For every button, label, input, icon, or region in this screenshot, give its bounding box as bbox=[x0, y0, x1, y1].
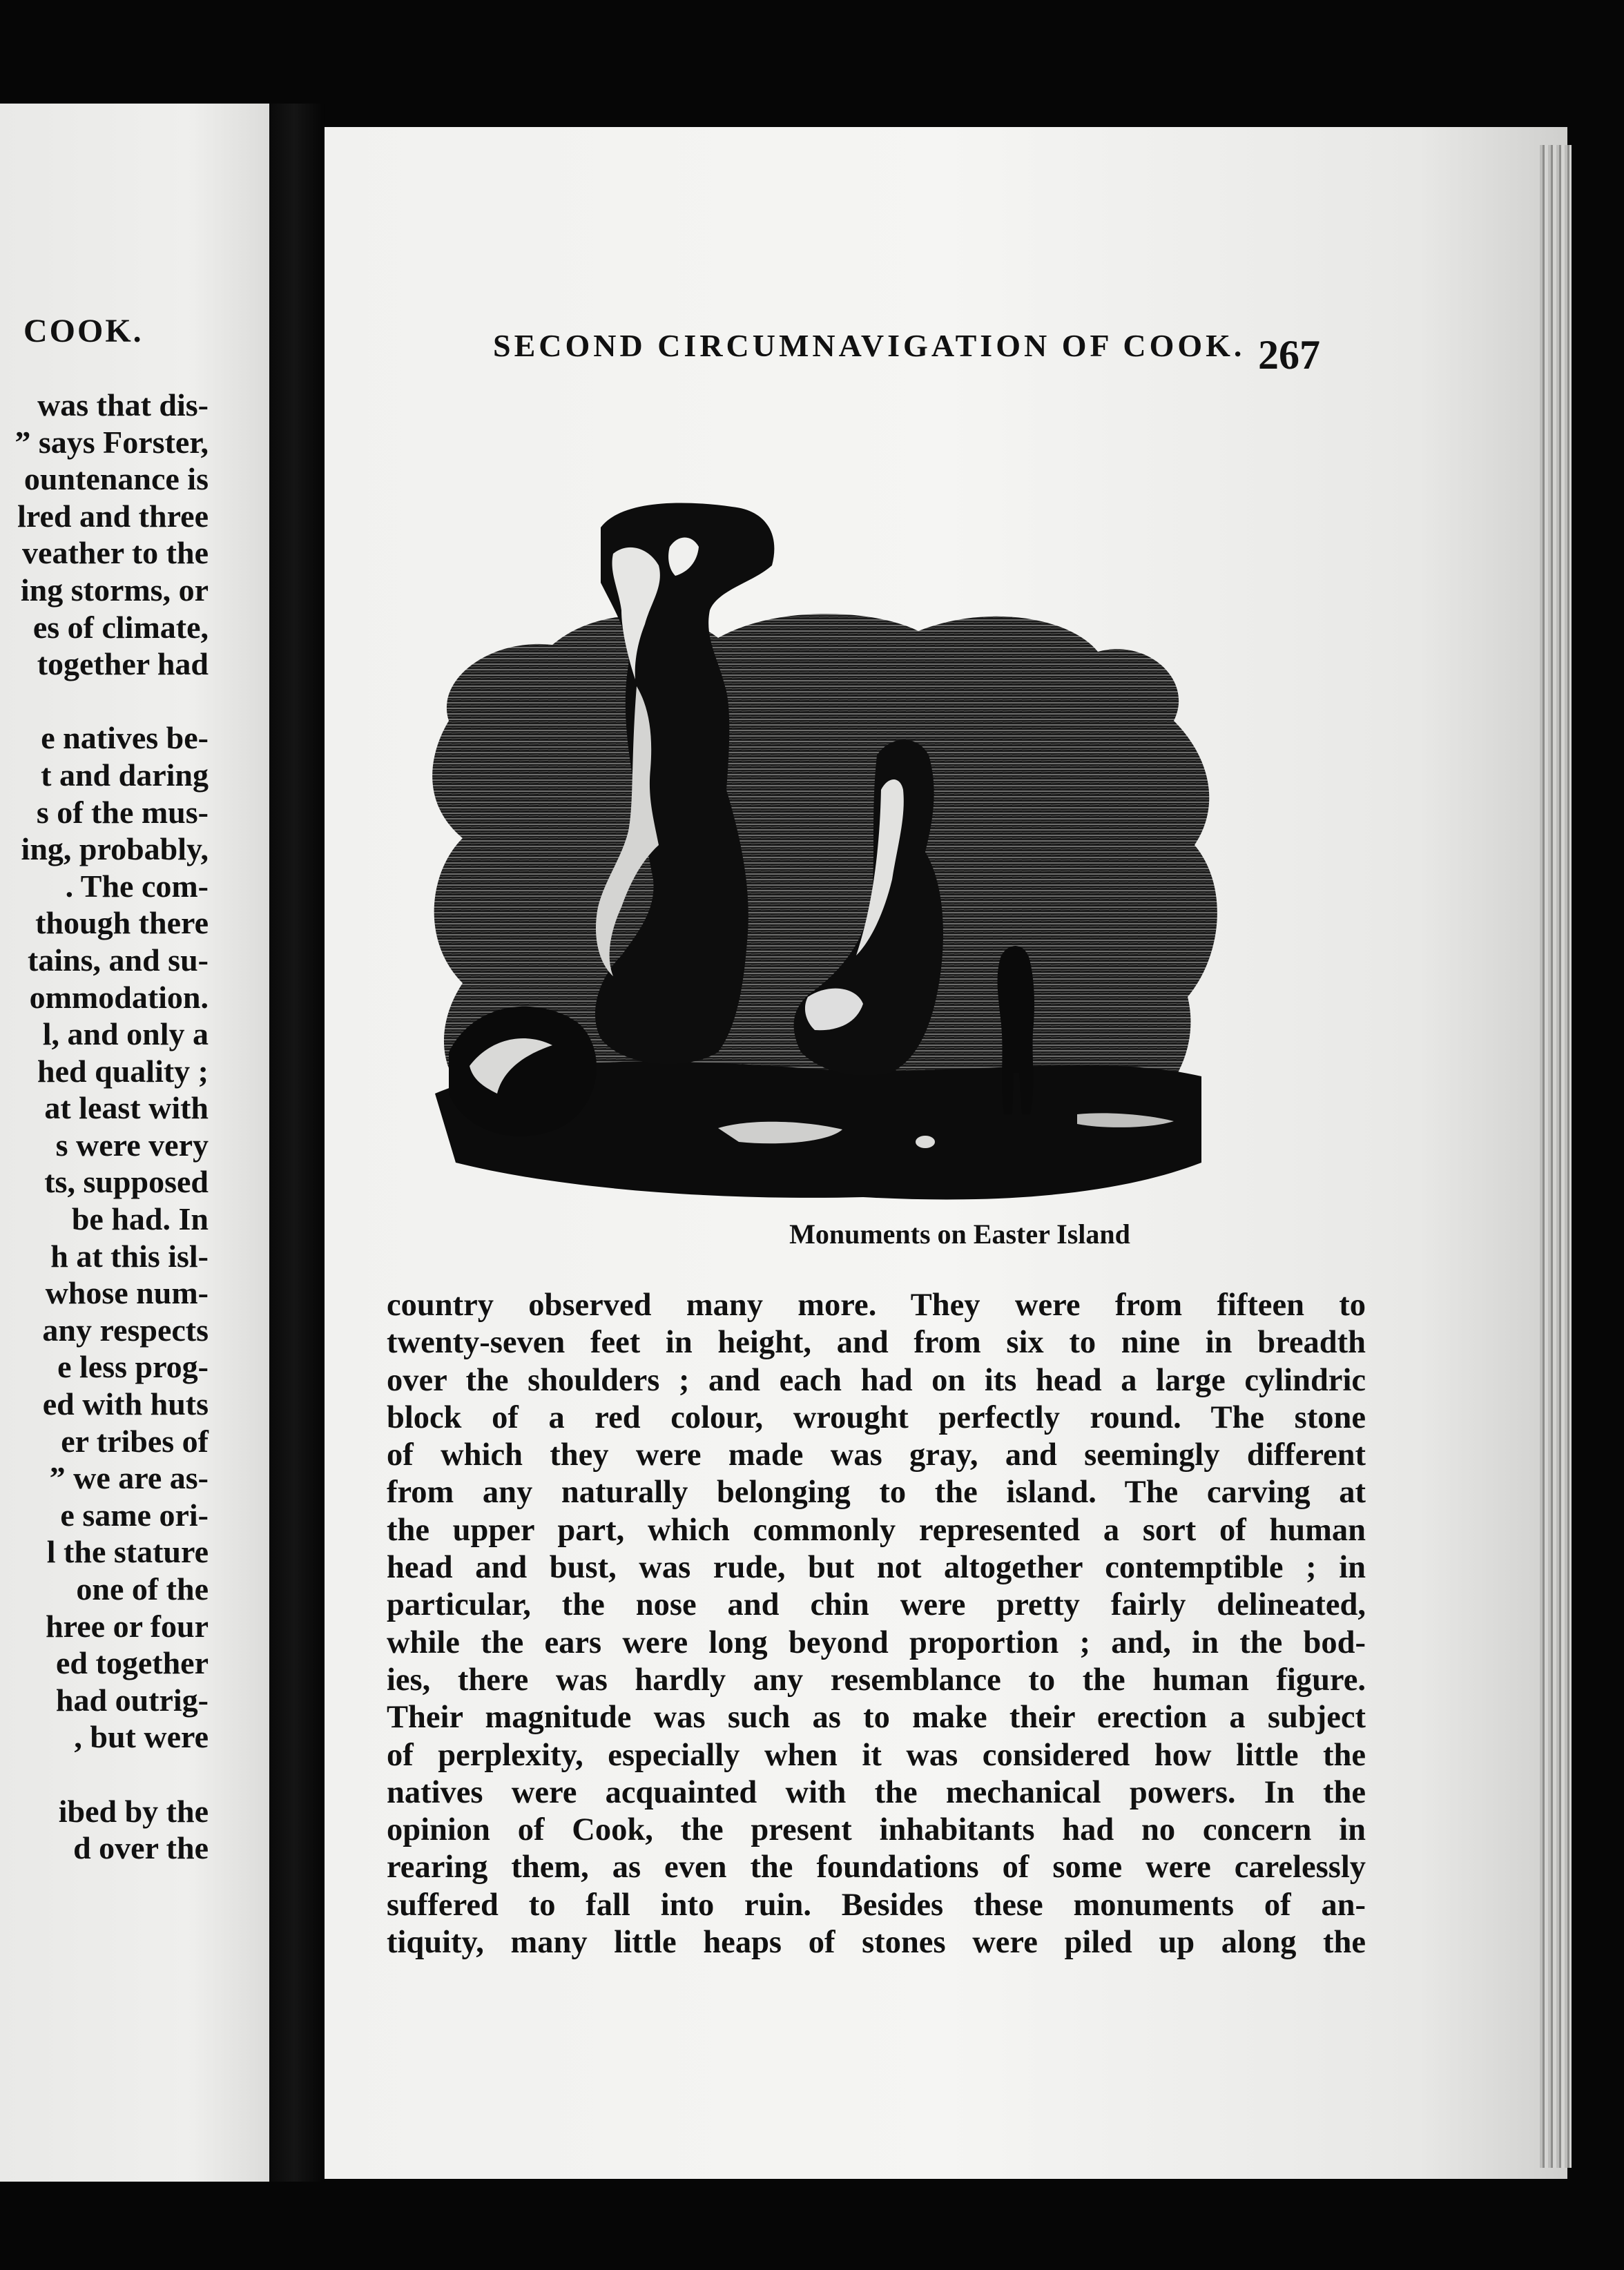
text-line: any respects bbox=[42, 1312, 209, 1348]
text-line: from any naturally belonging to the island. The carving at bbox=[387, 1475, 1366, 1511]
text-line: t and daring bbox=[41, 757, 209, 793]
page-edge bbox=[1540, 145, 1572, 2168]
text-line: . The com- bbox=[65, 868, 209, 904]
text-line: ies, there was hardly any resemblance to the human figure. bbox=[387, 1662, 1366, 1698]
right-page bbox=[325, 127, 1567, 2179]
text-line: ommodation. bbox=[29, 979, 209, 1015]
text-line: lred and three bbox=[17, 498, 209, 534]
running-head: SECOND CIRCUMNAVIGATION OF COOK. bbox=[493, 328, 1246, 363]
text-line: was that dis- bbox=[37, 387, 209, 423]
left-page-text bbox=[0, 387, 209, 1867]
text-line bbox=[0, 683, 209, 720]
text-line: tiquity, many little heaps of stones were piled up along the bbox=[387, 1925, 1366, 1961]
text-line: together had bbox=[37, 646, 209, 682]
text-line: of which they were made was gray, and seemingly different bbox=[387, 1437, 1366, 1473]
text-line: h at this isl- bbox=[50, 1238, 209, 1274]
text-line: opinion of Cook, the present inhabitants had no concern in bbox=[387, 1812, 1366, 1848]
illustration-caption: Monuments on Easter Island bbox=[789, 1219, 1130, 1250]
text-line: ing, probably, bbox=[21, 831, 209, 867]
text-line: block of a red colour, wrought perfectly round. The stone bbox=[387, 1399, 1366, 1435]
text-line: ts, supposed bbox=[44, 1164, 209, 1200]
text-line: ” we are as- bbox=[49, 1460, 209, 1496]
text-line: , but were bbox=[74, 1719, 209, 1755]
text-line: e same ori- bbox=[60, 1497, 209, 1533]
text-line: ed together bbox=[56, 1645, 209, 1681]
text-line: hree or four bbox=[46, 1608, 209, 1644]
text-line: s of the mus- bbox=[36, 794, 209, 830]
left-page bbox=[0, 104, 269, 2182]
text-line: e natives be- bbox=[41, 720, 209, 756]
easter-island-woodcut-illustration bbox=[394, 431, 1340, 1328]
text-line: head and bust, was rude, but not altogether contemptible ; in bbox=[387, 1550, 1366, 1586]
text-line bbox=[0, 1756, 209, 1793]
text-line: twenty-seven feet in height, and from six to nine in breadth bbox=[387, 1325, 1366, 1361]
book-gutter bbox=[269, 104, 325, 2182]
text-line: natives were acquainted with the mechanical powers. In the bbox=[387, 1774, 1366, 1810]
text-line: er tribes of bbox=[61, 1423, 209, 1459]
text-line: es of climate, bbox=[32, 609, 209, 645]
body-text bbox=[387, 1287, 1366, 1961]
text-line: d over the bbox=[73, 1830, 209, 1866]
text-line: ibed by the bbox=[58, 1793, 209, 1829]
foreground-boulder bbox=[449, 1007, 597, 1136]
left-page-running-head: COOK. bbox=[23, 313, 144, 349]
text-line: whose num- bbox=[45, 1275, 209, 1311]
text-line: country observed many more. They were from fifteen to bbox=[387, 1288, 1366, 1323]
text-line: while the ears were long beyond proportion ; and, in the bod- bbox=[387, 1624, 1366, 1660]
text-line: ing storms, or bbox=[20, 572, 209, 608]
text-line: ” says Forster, bbox=[14, 424, 209, 460]
text-line: tains, and su- bbox=[27, 942, 209, 978]
text-line: l the stature bbox=[46, 1534, 209, 1570]
text-line: be had. In bbox=[71, 1201, 209, 1237]
text-line: particular, the nose and chin were pretty fairly delineated, bbox=[387, 1587, 1366, 1623]
text-line: the upper part, which commonly represented a sort of human bbox=[387, 1512, 1366, 1548]
text-line: had outrig- bbox=[55, 1682, 209, 1718]
text-line: over the shoulders ; and each had on its head a large cylindric bbox=[387, 1362, 1366, 1398]
text-line: s were very bbox=[55, 1127, 209, 1163]
text-line: of perplexity, especially when it was considered how little the bbox=[387, 1737, 1366, 1773]
text-line: ed with huts bbox=[42, 1386, 209, 1422]
text-line: rearing them, as even the foundations of some were carelessly bbox=[387, 1850, 1366, 1885]
page-number: 267 bbox=[1258, 332, 1320, 378]
text-line: l, and only a bbox=[42, 1016, 209, 1052]
text-line: hed quality ; bbox=[37, 1053, 209, 1089]
text-line: one of the bbox=[76, 1571, 209, 1607]
text-line: at least with bbox=[44, 1090, 209, 1126]
text-line: Their magnitude was such as to make their erection a subject bbox=[387, 1700, 1366, 1736]
text-line: ountenance is bbox=[23, 461, 209, 497]
text-line: suffered to fall into ruin. Besides these monuments of an- bbox=[387, 1887, 1366, 1923]
text-line: though there bbox=[35, 905, 209, 941]
text-line: veather to the bbox=[22, 535, 209, 571]
text-line: e less prog- bbox=[57, 1349, 209, 1385]
